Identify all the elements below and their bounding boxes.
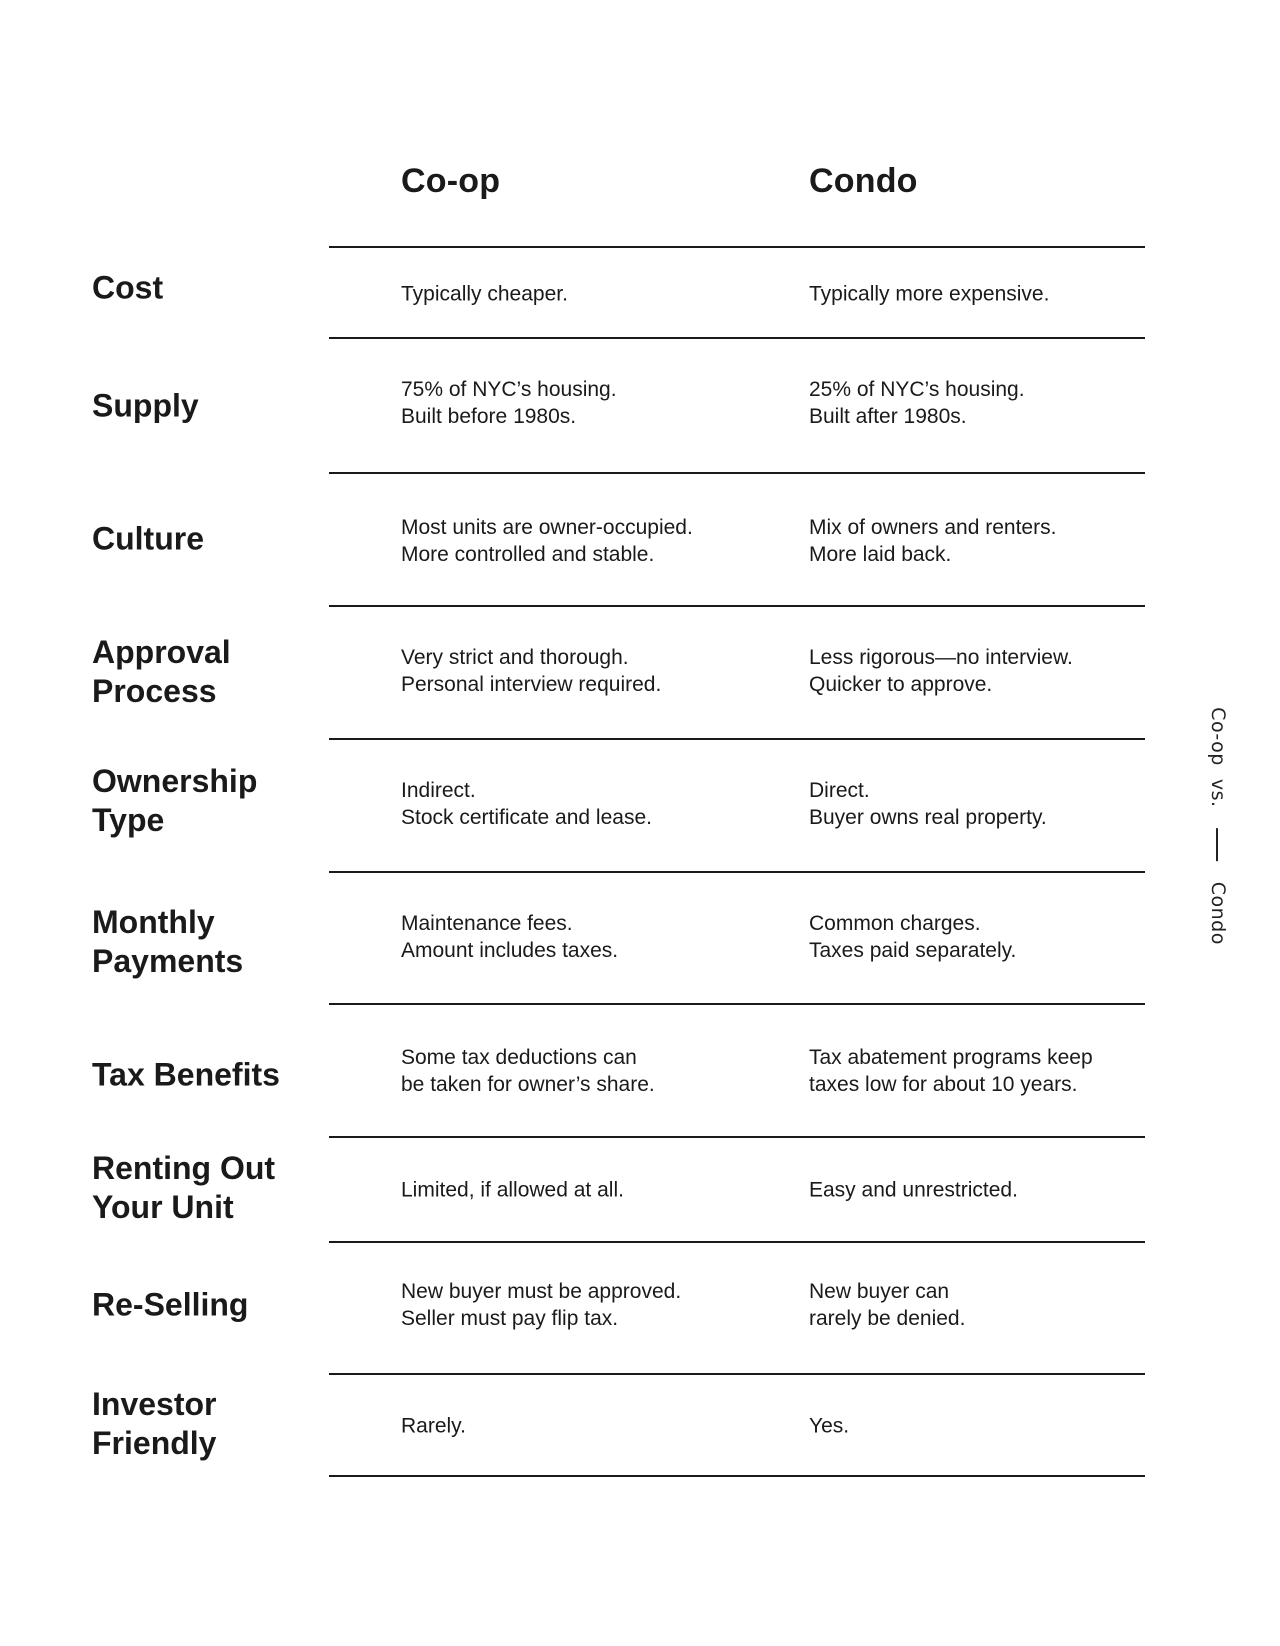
condo-monthly-cell: Common charges. Taxes paid separately. — [809, 912, 1017, 962]
row-label-tax-benefits: Tax Benefits — [92, 1056, 280, 1093]
condo-approval-cell: Less rigorous—no interview. Quicker to approve. — [809, 646, 1073, 696]
row-divider — [329, 246, 1145, 248]
coop-culture-cell: Most units are owner-occupied. More controlled and stable. — [401, 516, 693, 566]
condo-cost-cell: Typically more expensive. — [809, 282, 1050, 306]
row-divider — [329, 605, 1145, 607]
side-caption-condo: Condo — [1207, 881, 1229, 945]
coop-cost-cell: Typically cheaper. — [401, 282, 568, 306]
coop-monthly-cell: Maintenance fees. Amount includes taxes. — [401, 912, 619, 962]
row-label-approval-process: Approval Process — [92, 634, 231, 709]
row-divider — [329, 738, 1145, 740]
column-header-coop: Co-op — [401, 162, 501, 200]
condo-culture-cell: Mix of owners and renters. More laid back. — [809, 516, 1057, 566]
coop-reselling-cell: New buyer must be approved. Seller must pay flip tax. — [401, 1280, 682, 1330]
row-divider — [329, 1241, 1145, 1243]
coop-renting-cell: Limited, if allowed at all. — [401, 1178, 624, 1202]
condo-renting-cell: Easy and unrestricted. — [809, 1178, 1018, 1202]
row-divider — [329, 472, 1145, 474]
condo-ownership-cell: Direct. Buyer owns real property. — [809, 779, 1047, 829]
condo-investor-cell: Yes. — [809, 1414, 850, 1438]
row-label-renting-out: Renting Out Your Unit — [92, 1150, 276, 1225]
coop-investor-cell: Rarely. — [401, 1414, 466, 1438]
row-label-re-selling: Re-Selling — [92, 1286, 249, 1323]
row-label-cost: Cost — [92, 269, 164, 306]
row-label-ownership-type: Ownership Type — [92, 763, 258, 838]
row-divider — [329, 1136, 1145, 1138]
column-header-condo: Condo — [809, 162, 918, 200]
coop-approval-cell: Very strict and thorough. Personal interview required. — [401, 646, 662, 696]
condo-supply-cell: 25% of NYC’s housing. Built after 1980s. — [809, 378, 1025, 428]
condo-tax-cell: Tax abatement programs keep taxes low for about 10 years. — [809, 1046, 1093, 1096]
side-caption-coop: Co-op — [1207, 707, 1229, 766]
coop-ownership-cell: Indirect. Stock certificate and lease. — [401, 779, 652, 829]
row-label-supply: Supply — [92, 387, 199, 424]
side-caption-vs: vs. — [1207, 778, 1229, 808]
condo-reselling-cell: New buyer can rarely be denied. — [809, 1280, 966, 1330]
row-divider — [329, 1475, 1145, 1477]
side-caption-divider — [1217, 828, 1219, 861]
row-divider — [329, 1373, 1145, 1375]
row-label-monthly-payments: Monthly Payments — [92, 904, 244, 979]
coop-tax-cell: Some tax deductions can be taken for owner’s share. — [401, 1046, 655, 1096]
row-label-culture: Culture — [92, 520, 204, 557]
row-divider — [329, 871, 1145, 873]
row-divider — [329, 1003, 1145, 1005]
coop-supply-cell: 75% of NYC’s housing. Built before 1980s. — [401, 378, 617, 428]
side-caption — [1207, 707, 1229, 945]
row-label-investor-friendly: Investor Friendly — [92, 1386, 217, 1461]
row-divider — [329, 337, 1145, 339]
